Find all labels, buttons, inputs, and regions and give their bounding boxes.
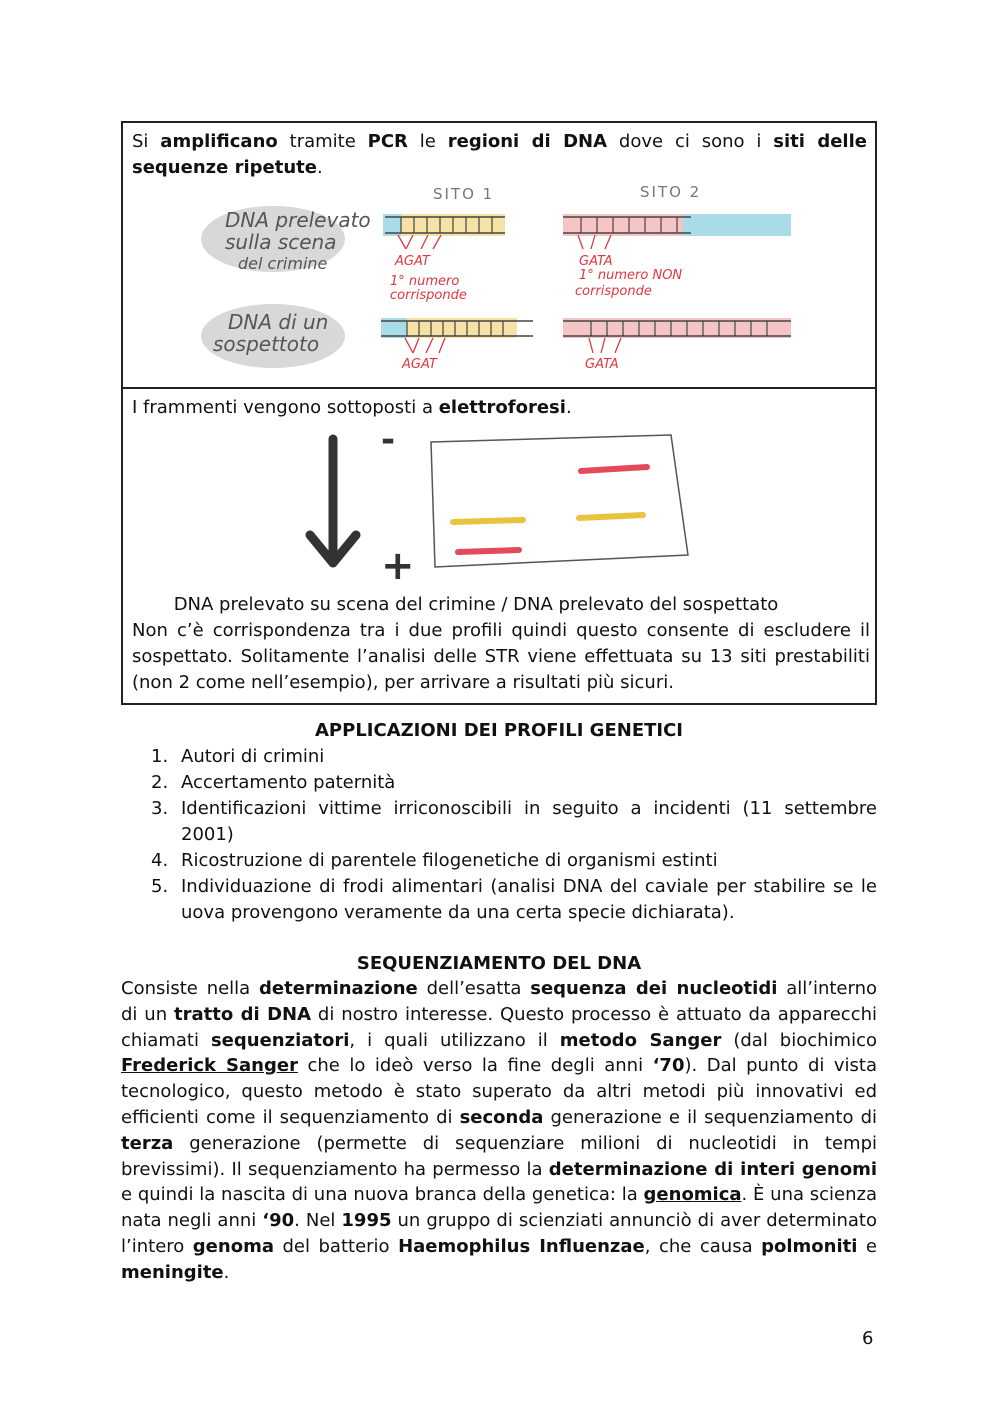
electrophoresis-sketch: [123, 427, 863, 587]
band-suspect-yellow: [579, 515, 643, 518]
list-item: 3. Identificazioni vittime irriconoscibili in seguito a incidenti (11 settembre 2001): [151, 798, 877, 845]
suspect-strand-site1: [381, 318, 533, 338]
note-nomatch: 1° numero NON: [579, 268, 683, 283]
gel-caption: DNA prelevato su scena del crimine / DNA prelevato del sospettato: [173, 594, 779, 615]
blob1-line2: sulla scena: [225, 230, 337, 254]
note-match: 1° numero: [390, 274, 460, 289]
pcr-sketch: [123, 181, 863, 381]
crime-strand-site2: [563, 214, 791, 236]
seq-marker-b2: [589, 338, 621, 353]
seq-a1: AGAT: [395, 254, 430, 269]
seq-b1: AGAT: [402, 357, 437, 372]
site2-label: SITO 2: [640, 183, 702, 201]
minus-sign: -: [381, 427, 396, 460]
conclusion-text: Non c’è corrispondenza tra i due profili quindi questo consente di escludere il sospettato. Solitamente l’analisi delle STR viene effettuata su 13 siti prestabiliti (non 2 come nell’esempio), per arrivare a risultati più sicuri.: [132, 620, 870, 693]
list-item: 4. Ricostruzione di parentele filogenetiche di organismi estinti: [151, 850, 718, 871]
blob2-line2: sospettoto: [213, 332, 320, 356]
band-crime-yellow: [453, 520, 523, 522]
electrophoresis-row: [123, 389, 875, 703]
seq-marker-b1: [405, 338, 445, 353]
blob1-line1: DNA prelevato: [225, 208, 371, 232]
page-number: 6: [862, 1328, 874, 1349]
band-crime-red: [458, 550, 519, 552]
applications-title: APPLICAZIONI DEI PROFILI GENETICI: [315, 720, 683, 741]
note-nomatch-2: corrisponde: [575, 284, 652, 299]
seq-marker-a1: [398, 235, 441, 249]
suspect-strand-site2: [563, 318, 791, 338]
list-item: 1. Autori di crimini: [151, 746, 325, 767]
sequencing-title: SEQUENZIAMENTO DEL DNA: [356, 953, 642, 974]
band-suspect-red: [581, 467, 647, 471]
gel-box: [431, 435, 688, 567]
seq-b2: GATA: [585, 357, 619, 372]
crime-strand-site1: [383, 214, 505, 236]
electrophoresis-text: I frammenti vengono sottoposti a elettroforesi.: [132, 397, 572, 418]
blob2-line1: DNA di un: [228, 310, 329, 334]
seq-marker-a2: [578, 235, 611, 249]
list-item: 2. Accertamento paternità: [151, 772, 396, 793]
seq-a2: GATA: [579, 254, 613, 269]
pcr-box: [121, 121, 877, 705]
blob1-line3: del crimine: [238, 254, 328, 273]
site1-label: SITO 1: [433, 185, 495, 203]
applications-list: [121, 744, 877, 926]
pcr-text: Si amplificano tramite PCR le regioni di DNA dove ci sono i siti delle sequenze ripetute.: [132, 131, 867, 178]
plus-sign: +: [381, 543, 415, 587]
electrophoresis-caption: [132, 592, 870, 696]
sequencing-paragraph: Consiste nella determinazione dell’esatta sequenza dei nucleotidi all’interno di un tratto di DNA di nostro interesse. Questo processo è attuato da apparecchi chiamati sequenziatori, i quali utilizzano il metodo Sanger (dal biochimico Frederick Sanger che lo ideò verso la fine degli anni ‘70). Dal punto di vista tecnologico, questo metodo è stato superato da altri metodi più innovativi ed efficienti come il sequenziamento di seconda generazione e il sequenziamento di terza generazione (permette di sequenziare milioni di nucleotidi in tempi brevissimi). Il sequenziamento ha permesso la determinazione di interi genomi e quindi la nascita di una nuova branca della genetica: la genomica. È una scienza nata negli anni ‘90. Nel 1995 un gruppo di scienziati annunciò di aver determinato l’intero genoma del batterio Haemophilus Influenzae, che causa polmoniti e meningite.: [121, 978, 878, 1283]
note-match-2: corrisponde: [390, 288, 467, 303]
pcr-row: [123, 123, 875, 389]
list-item: 5. Individuazione di frodi alimentari (analisi DNA del caviale per stabilire se le uova provengono veramente da una certa specie dichiarata).: [151, 876, 877, 923]
